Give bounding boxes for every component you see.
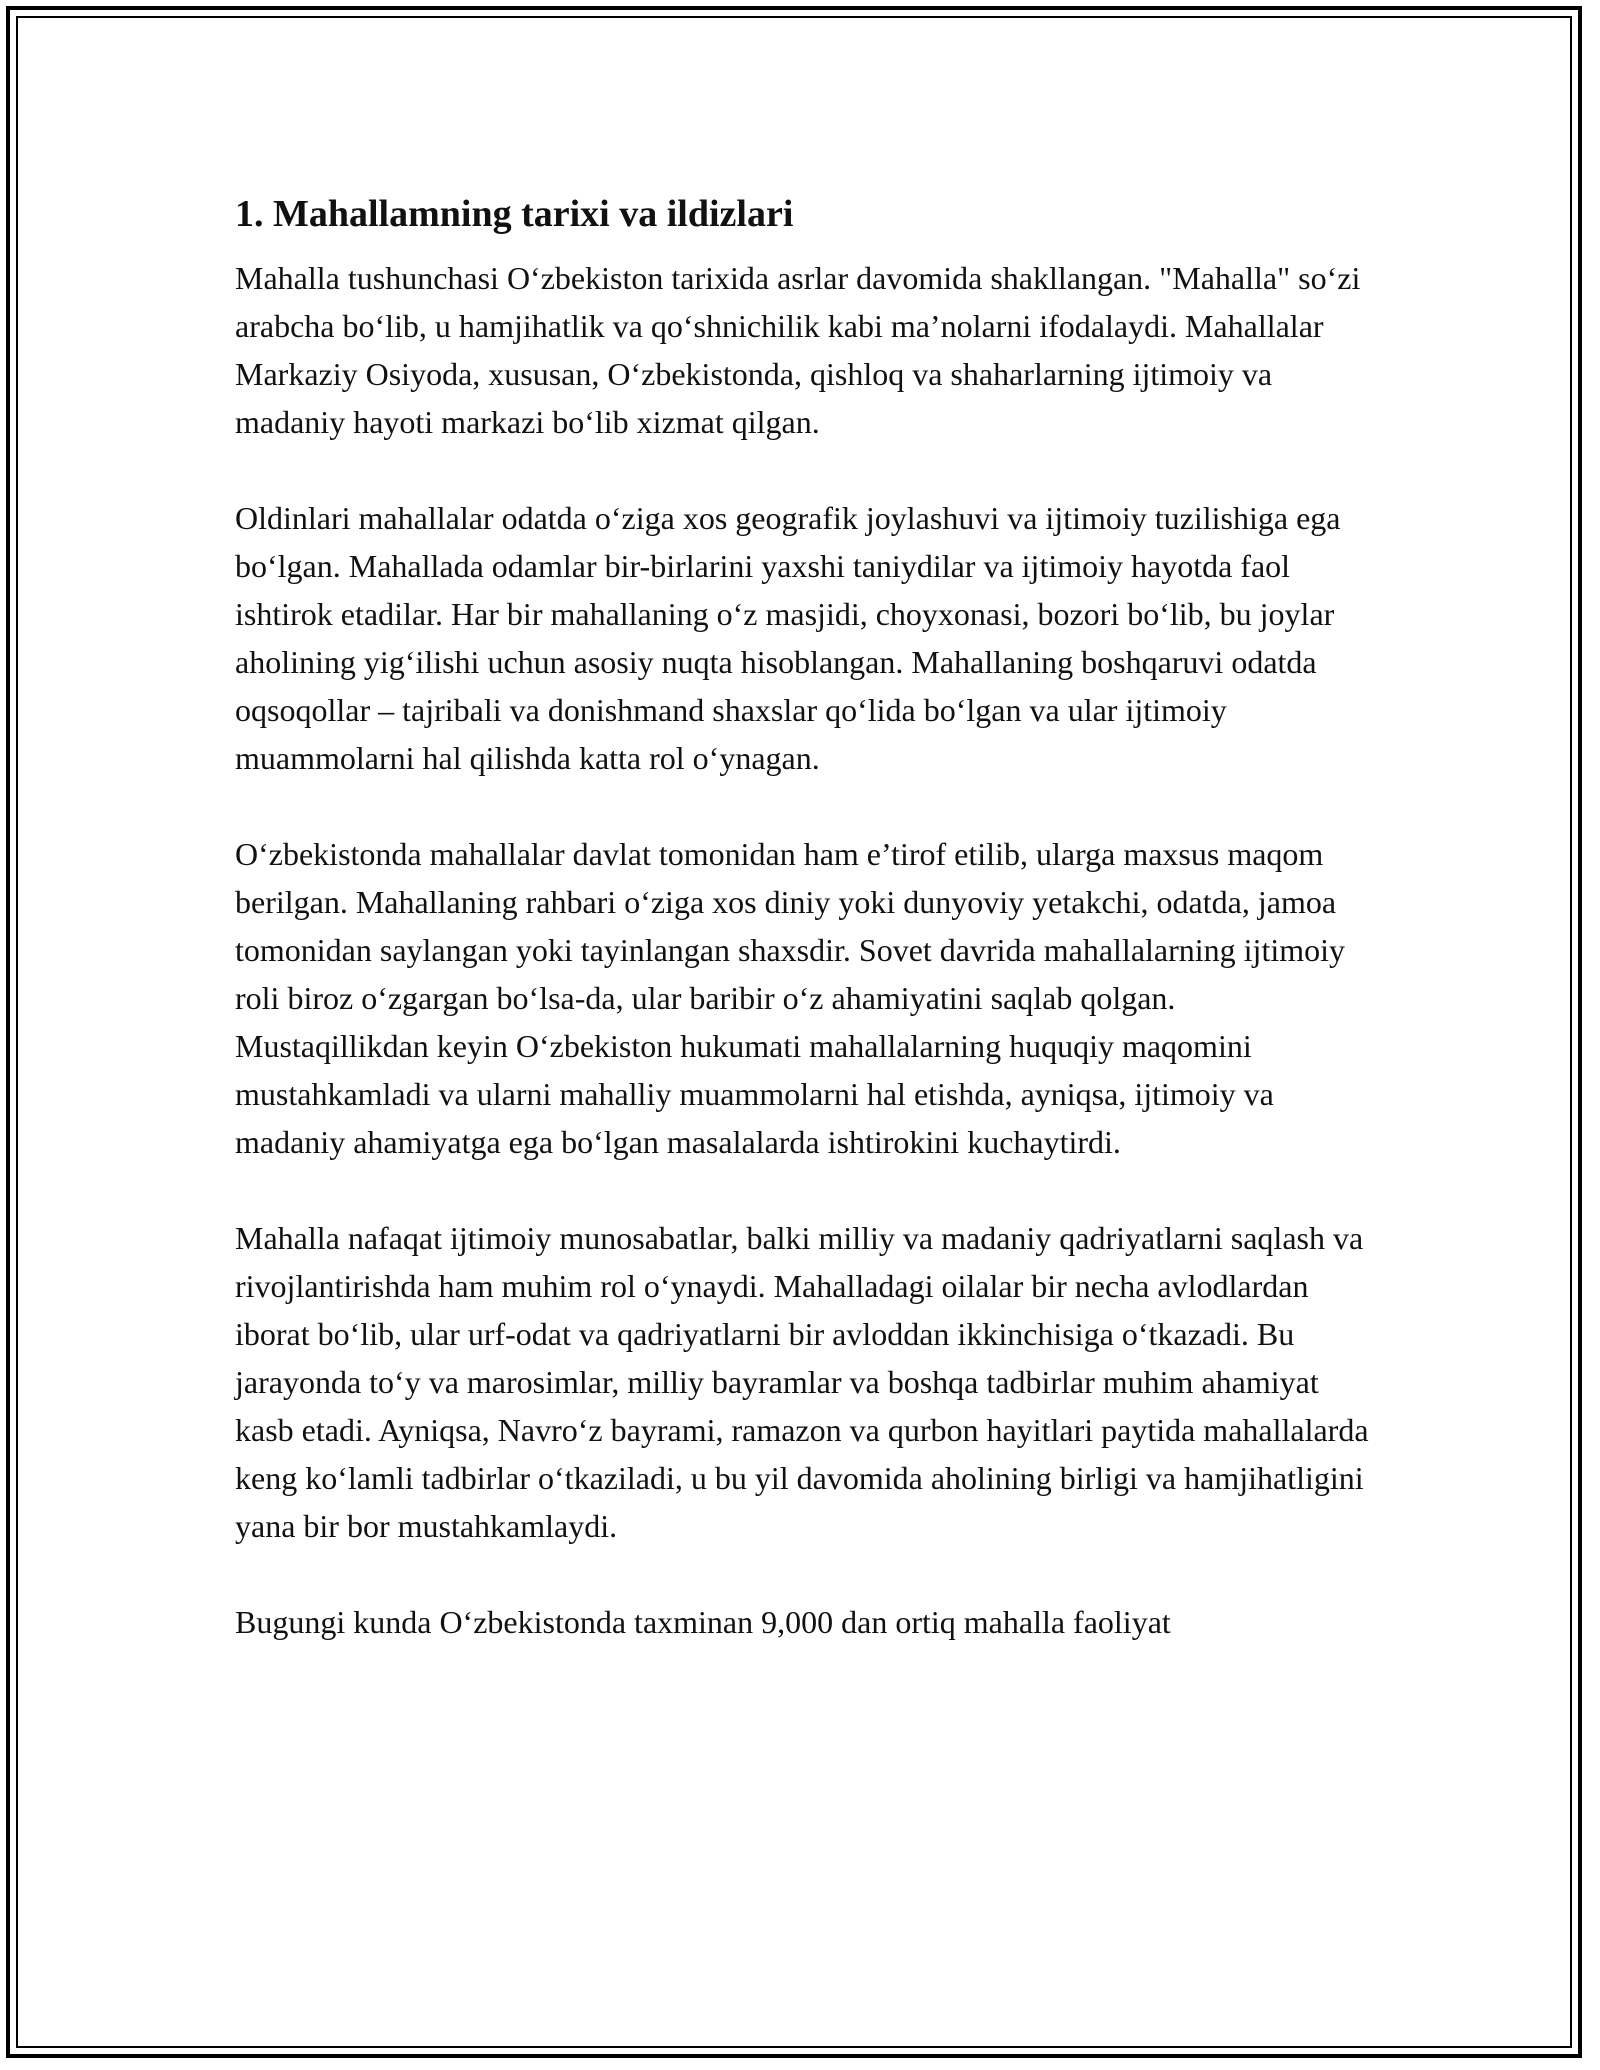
section-heading: 1. Mahallamning tarixi va ildizlari [235,193,794,235]
paragraph-1: Mahalla tushunchasi O‘zbekiston tarixida asrlar davomida shakllangan. "Mahalla" so‘zi arabcha bo‘lib, u hamjihatlik va qo‘shnichilik kabi ma’nolarni ifodalaydi. Mahallalar Markaziy Osiyoda, xususan, O‘zbekistonda, qishloq va shaharlarning ijtimoiy va madaniy hayoti markazi bo‘lib xizmat qilgan. [235,260,1361,440]
paragraph-5: Bugungi kunda O‘zbekistonda taxminan 9,000 dan ortiq mahalla faoliyat [235,1604,1171,1640]
paragraph-2: Oldinlari mahallalar odatda o‘ziga xos geografik joylashuvi va ijtimoiy tuzilishiga ega bo‘lgan. Mahallada odamlar bir-birlarini yaxshi taniydilar va ijtimoiy hayotda faol ishtirok etadilar. Har bir mahallaning o‘z masjidi, choyxonasi, bozori bo‘lib, bu joylar aholining yig‘ilishi uchun asosiy nuqta hisoblangan. Mahallaning boshqaruvi odatda oqsoqollar – tajribali va donishmand shaxslar qo‘lida bo‘lgan va ular ijtimoiy muammolarni hal qilishda katta rol o‘ynagan. [235,500,1341,776]
paragraph-4: Mahalla nafaqat ijtimoiy munosabatlar, balki milliy va madaniy qadriyatlarni saqlash va rivojlantirishda ham muhim rol o‘ynaydi. Mahalladagi oilalar bir necha avlodlardan iborat bo‘lib, ular urf-odat va qadriyatlarni bir avloddan ikkinchisiga o‘tkazadi. Bu jarayonda to‘y va marosimlar, milliy bayramlar va boshqa tadbirlar muhim ahamiyat kasb etadi. Ayniqsa, Navro‘z bayrami, ramazon va qurbon hayitlari paytida mahallalarda keng ko‘lamli tadbirlar o‘tkaziladi, u bu yil davomida aholining birligi va hamjihatligini yana bir bor mustahkamlaydi. [235,1220,1369,1544]
document-body [235,186,1375,1694]
paragraph-3: O‘zbekistonda mahallalar davlat tomonidan ham e’tirof etilib, ularga maxsus maqom berilgan. Mahallaning rahbari o‘ziga xos diniy yoki dunyoviy yetakchi, odatda, jamoa tomonidan saylangan yoki tayinlangan shaxsdir. Sovet davrida mahallalarning ijtimoiy roli biroz o‘zgargan bo‘lsa-da, ular baribir o‘z ahamiyatini saqlab qolgan. Mustaqillikdan keyin O‘zbekiston hukumati mahallalarning huquqiy maqomini mustahkamladi va ularni mahalliy muammolarni hal etishda, ayniqsa, ijtimoiy va madaniy ahamiyatga ega bo‘lgan masalalarda ishtirokini kuchaytirdi. [235,836,1345,1160]
